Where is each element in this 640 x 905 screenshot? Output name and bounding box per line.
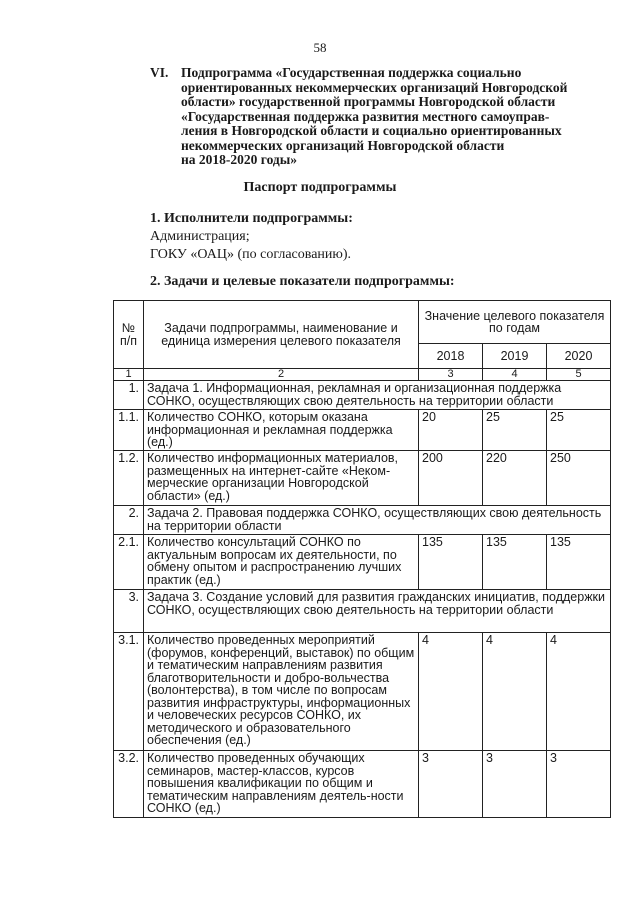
value-2020: 3	[547, 751, 611, 818]
value-2020: 4	[547, 633, 611, 751]
executor-item: ГОКУ «ОАЦ» (по согласованию).	[150, 247, 352, 262]
value-2019: 3	[483, 751, 547, 818]
column-index: 2	[144, 369, 419, 381]
row-number: 3.1.	[114, 633, 144, 751]
title-line: ориентированных некоммерческих организаций Новгородской	[181, 79, 568, 95]
header-tasks: Задачи подпрограммы, наименование и единица измерения целевого показателя	[144, 301, 419, 369]
value-2018: 4	[419, 633, 483, 751]
column-index: 4	[483, 369, 547, 381]
value-2020: 250	[547, 451, 611, 506]
row-number: 3.2.	[114, 751, 144, 818]
page-number: 58	[313, 40, 327, 55]
column-index: 3	[419, 369, 483, 381]
executors-section	[150, 210, 353, 264]
value-2018: 200	[419, 451, 483, 506]
value-2019: 25	[483, 410, 547, 451]
header-num: № п/п	[114, 301, 144, 369]
column-index: 1	[114, 369, 144, 381]
value-2020: 135	[547, 535, 611, 590]
row-number: 1.2.	[114, 451, 144, 506]
table-row	[114, 410, 611, 451]
table-row	[114, 751, 611, 818]
column-index: 5	[547, 369, 611, 381]
table-row	[114, 633, 611, 751]
value-2020: 25	[547, 410, 611, 451]
column-index-row	[114, 369, 611, 381]
value-2019: 4	[483, 633, 547, 751]
indicator-text: Количество проведенных мероприятий (форумов, конференций, выставок) по общим и тематическим направлениям развития благотворительности и добро-вольчества (волонтерства), в том числе по вопросам развития инфраструктуры, информационных и человеческих ресурсов СОНКО, их методического и образовательного обеспечения (ед.)	[144, 633, 419, 751]
task-text: Задача 1. Информационная, рекламная и организационная поддержка СОНКО, осуществляющих свою деятельность на территории области	[144, 381, 611, 410]
row-number: 3.	[114, 590, 144, 633]
targets-table	[113, 300, 611, 818]
table-row	[114, 506, 611, 535]
row-number: 1.	[114, 381, 144, 410]
value-2018: 20	[419, 410, 483, 451]
passport-heading: Паспорт подпрограммы	[243, 180, 397, 195]
executors-heading: 1. Исполнители подпрограммы:	[150, 211, 353, 226]
table-row	[114, 381, 611, 410]
task-text: Задача 3. Создание условий для развития гражданских инициатив, поддержки СОНКО, осуществляющих свою деятельность на территории области	[144, 590, 611, 633]
title-line: «Государственная поддержка развития местного самоуправ-	[181, 108, 550, 124]
row-number: 2.	[114, 506, 144, 535]
value-2018: 135	[419, 535, 483, 590]
value-2018: 3	[419, 751, 483, 818]
header-value-group: Значение целевого показателя по годам	[419, 301, 611, 344]
indicator-text: Количество информационных материалов, размещенных на интернет-сайте «Неком-мерческие организации Новгородской области» (ед.)	[144, 451, 419, 506]
header-year: 2020	[547, 344, 611, 369]
title-line: ления в Новгородской области и социально ориентированных	[181, 123, 562, 138]
title-line: некоммерческих организаций Новгородской области	[181, 137, 505, 153]
title-line: на 2018-2020 годы»	[181, 152, 298, 167]
table-row	[114, 535, 611, 590]
section-roman-numeral: VI.	[150, 65, 169, 80]
header-year: 2019	[483, 344, 547, 369]
row-number: 2.1.	[114, 535, 144, 590]
indicator-text: Количество проведенных обучающих семинаров, мастер-классов, курсов повышения квалификации по общим и тематическим направлениям деятель-ности СОНКО (ед.)	[144, 751, 419, 818]
table-row	[114, 451, 611, 506]
value-2019: 220	[483, 451, 547, 506]
title-line: области» государственной программы Новгородской области	[181, 94, 556, 109]
subprogram-title	[150, 66, 610, 168]
indicator-text: Количество СОНКО, которым оказана информационная и рекламная поддержка (ед.)	[144, 410, 419, 451]
indicator-text: Количество консультаций СОНКО по актуальным вопросам их деятельности, по обмену опытом и распространению лучших практик (ед.)	[144, 535, 419, 590]
value-2019: 135	[483, 535, 547, 590]
row-number: 1.1.	[114, 410, 144, 451]
tasks-heading: 2. Задачи и целевые показатели подпрограммы:	[150, 274, 455, 289]
title-line: Подпрограмма «Государственная поддержка социально	[181, 65, 522, 80]
header-year: 2018	[419, 344, 483, 369]
executor-item: Администрация;	[150, 229, 250, 244]
task-text: Задача 2. Правовая поддержка СОНКО, осуществляющих свою деятельность на территории области	[144, 506, 611, 535]
table-row	[114, 590, 611, 633]
